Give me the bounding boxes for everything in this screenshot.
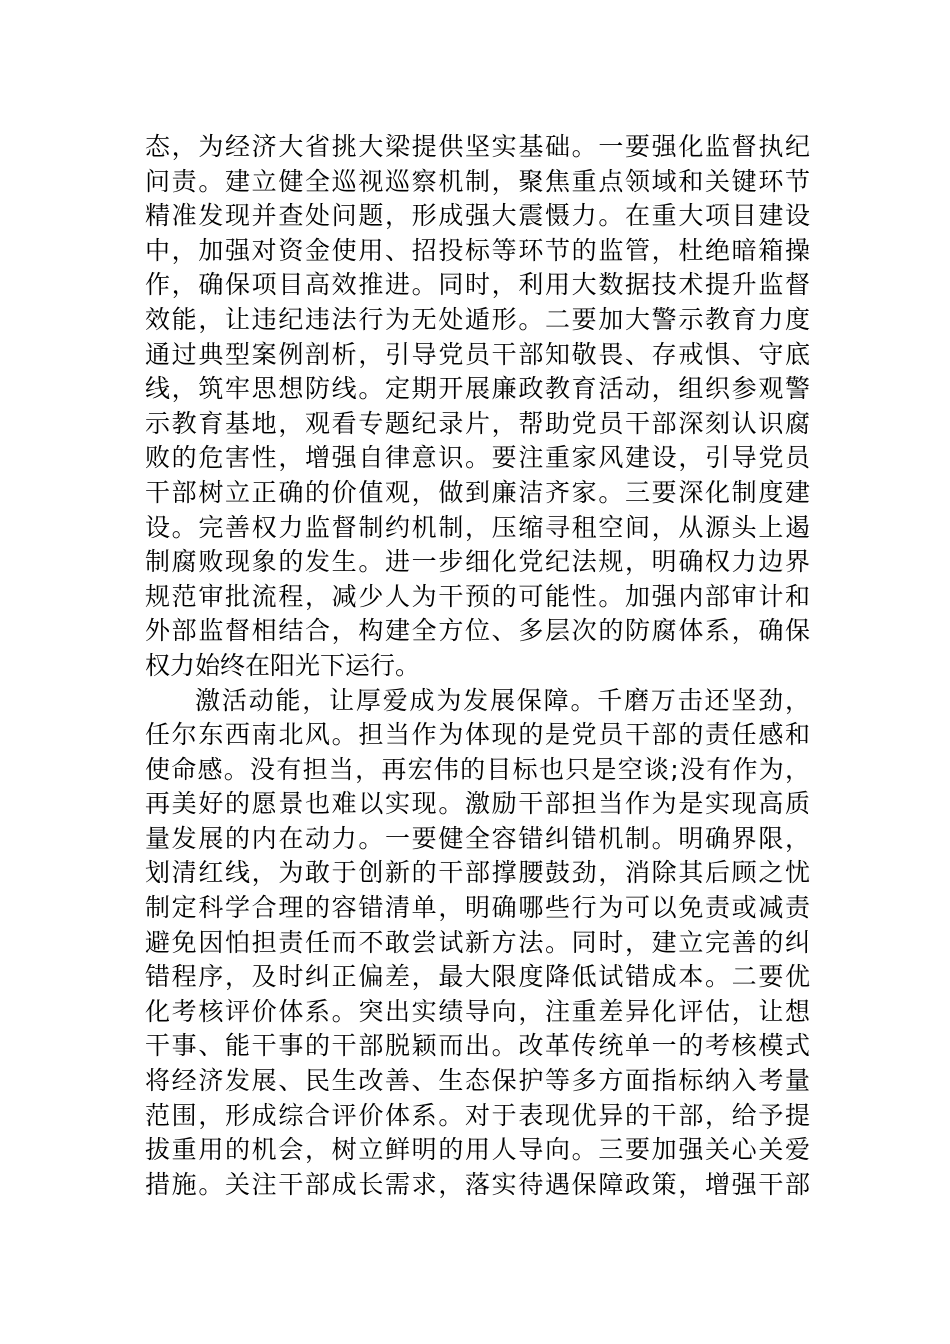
- text-line: 避免因怕担责任而不敢尝试新方法。同时，建立完善的纠: [145, 927, 810, 957]
- text-line: 规范审批流程，减少人为干预的可能性。加强内部审计和: [145, 581, 810, 611]
- text-line: 措施。关注干部成长需求，落实待遇保障政策，增强干部: [145, 1169, 810, 1199]
- text-line: 问责。建立健全巡视巡察机制，聚焦重点领域和关键环节: [145, 166, 810, 196]
- text-line: 制腐败现象的发生。进一步细化党纪法规，明确权力边界: [145, 547, 810, 577]
- text-line: 任尔东西南北风。担当作为体现的是党员干部的责任感和: [145, 720, 810, 750]
- text-line: 量发展的内在动力。一要健全容错纠错机制。明确界限，: [145, 823, 810, 853]
- text-line: 败的危害性，增强自律意识。要注重家风建设，引导党员: [145, 443, 810, 473]
- text-line: 设。完善权力监督制约机制，压缩寻租空间，从源头上遏: [145, 512, 810, 542]
- text-line: 外部监督相结合，构建全方位、多层次的防腐体系，确保: [145, 616, 810, 646]
- text-line: 示教育基地，观看专题纪录片，帮助党员干部深刻认识腐: [145, 408, 810, 438]
- text-line: 态，为经济大省挑大梁提供坚实基础。一要强化监督执纪: [145, 132, 810, 161]
- text-line: 中，加强对资金使用、招投标等环节的监管，杜绝暗箱操: [145, 235, 810, 265]
- text-line: 划清红线，为敢于创新的干部撑腰鼓劲，消除其后顾之忧: [145, 858, 810, 888]
- paragraph-end-line: 权力始终在阳光下运行。: [145, 650, 421, 680]
- paragraph-start-line: 激活动能，让厚爱成为发展保障。千磨万击还坚劲，: [195, 685, 810, 715]
- text-line: 错程序，及时纠正偏差，最大限度降低试错成本。二要优: [145, 962, 810, 992]
- text-line: 效能，让违纪违法行为无处遁形。二要加大警示教育力度: [145, 304, 810, 334]
- text-line: 线，筑牢思想防线。定期开展廉政教育活动，组织参观警: [145, 374, 810, 404]
- text-line: 通过典型案例剖析，引导党员干部知敬畏、存戒惧、守底: [145, 339, 810, 369]
- text-line: 干部树立正确的价值观，做到廉洁齐家。三要深化制度建: [145, 477, 810, 507]
- text-line: 使命感。没有担当，再宏伟的目标也只是空谈;没有作为，: [145, 754, 810, 784]
- text-line: 化考核评价体系。突出实绩导向，注重差异化评估，让想: [145, 996, 810, 1026]
- text-line: 制定科学合理的容错清单，明确哪些行为可以免责或减责: [145, 893, 810, 923]
- text-line: 范围，形成综合评价体系。对于表现优异的干部，给予提: [145, 1100, 810, 1130]
- body-text: [145, 130, 810, 1202]
- text-line: 将经济发展、民生改善、生态保护等多方面指标纳入考量: [145, 1066, 810, 1096]
- text-line: 拔重用的机会，树立鲜明的用人导向。三要加强关心关爱: [145, 1135, 810, 1165]
- text-line: 精准发现并查处问题，形成强大震慑力。在重大项目建设: [145, 201, 810, 231]
- text-line: 再美好的愿景也难以实现。激励干部担当作为是实现高质: [145, 789, 810, 819]
- text-line: 作，确保项目高效推进。同时，利用大数据技术提升监督: [145, 270, 810, 300]
- text-line: 干事、能干事的干部脱颖而出。改革传统单一的考核模式: [145, 1031, 810, 1061]
